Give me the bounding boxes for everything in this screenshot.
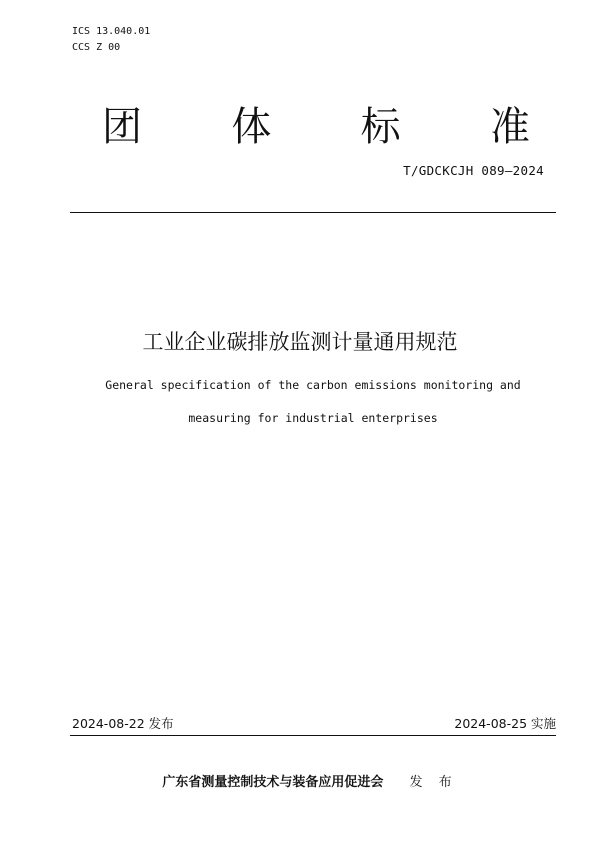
document-title-english-line-1: General specification of the carbon emissions monitoring and	[105, 378, 521, 392]
top-divider	[70, 212, 556, 213]
title-char-4: 准	[489, 104, 530, 150]
ccs-code: CCS Z 00	[72, 42, 121, 53]
issue-date: 2024-08-22 发布	[72, 716, 174, 731]
publisher-organization: 广东省测量控制技术与装备应用促进会	[162, 775, 384, 790]
bottom-divider	[70, 735, 556, 736]
implementation-date: 2024-08-25 实施	[454, 716, 556, 731]
standard-type-title	[96, 99, 536, 155]
standard-number: T/GDCKCJH 089—2024	[403, 163, 544, 178]
publisher-line	[0, 774, 600, 792]
title-char-3: 标	[360, 104, 401, 150]
title-char-2: 体	[231, 104, 272, 150]
publish-verb: 发 布	[409, 775, 458, 790]
document-title-chinese: 工业企业碳排放监测计量通用规范	[142, 330, 458, 354]
ics-code: ICS 13.040.01	[72, 26, 151, 37]
document-title-english-line-2: measuring for industrial enterprises	[188, 411, 438, 425]
title-char-1: 团	[102, 104, 142, 150]
